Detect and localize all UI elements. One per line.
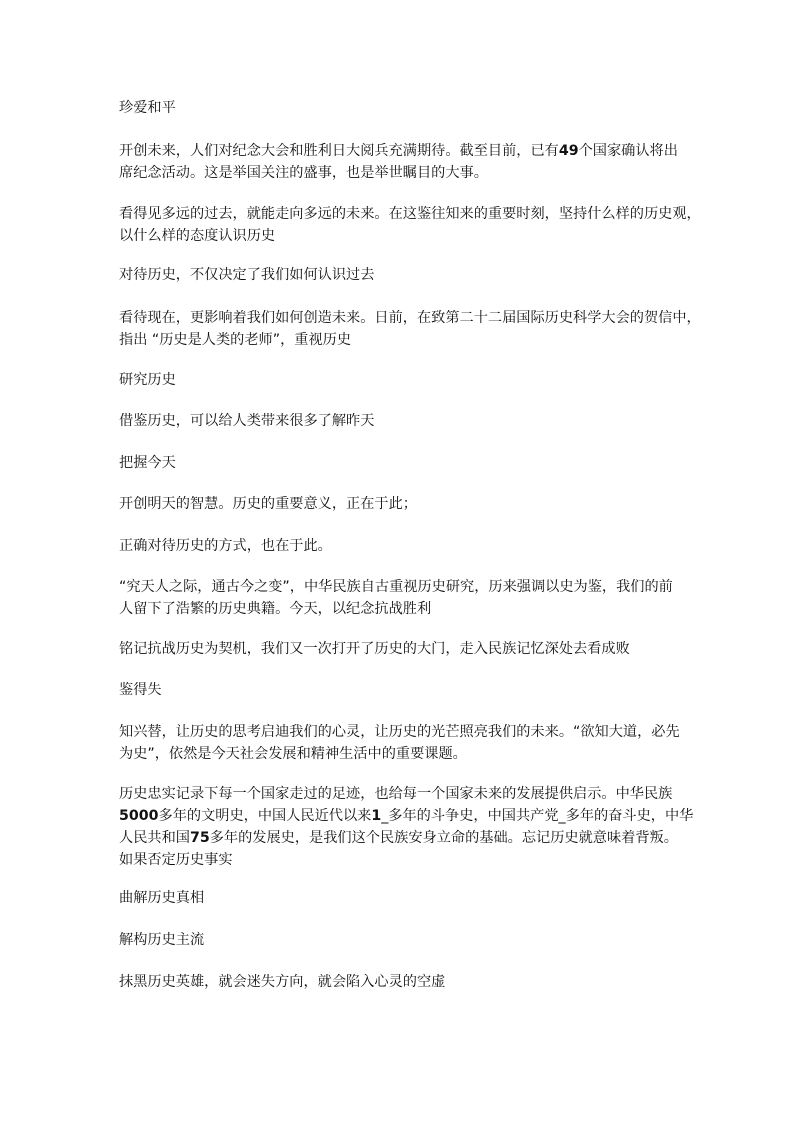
text-line [119, 452, 679, 474]
text-run: 珍爱和平 [119, 100, 176, 116]
text-run: 指出 “历史是人类的老师”，重视历史 [119, 332, 352, 348]
text-run: “究天人之际，通古今之变”，中华民族自古重视历史研究，历来强调以史为鉴，我们的前 [119, 579, 673, 595]
text-line [119, 369, 679, 391]
bold-number: 5000 [119, 808, 159, 824]
text-line [119, 827, 679, 849]
text-run: 以什么样的态度认识历史 [119, 228, 276, 244]
text-line [119, 805, 694, 827]
text-line [119, 307, 701, 329]
text-run: 席纪念活动。这是举国关注的盛事，也是举世瞩目的大事。 [119, 165, 488, 181]
paragraph-12 [119, 638, 679, 660]
text-run: 历史忠实记录下每一个国家走过的足迹，也给每一个国家未来的发展提供启示。中华民族 [119, 786, 673, 802]
text-run: 人民共和国 [119, 830, 190, 846]
text-run: _多年的斗争史，中国共产党_多年的奋斗史，中华 [381, 808, 694, 824]
text-run: 借鉴历史，可以给人类带来很多了解昨天 [119, 413, 375, 429]
paragraph-1 [119, 97, 679, 119]
text-line [119, 140, 679, 162]
text-line [119, 162, 679, 184]
text-run: 看待现在，更影响着我们如何创造未来。日前，在致第二十二届国际历史科学大会的贺信中， [119, 310, 701, 326]
text-run: 鉴得失 [119, 682, 162, 698]
text-line [119, 535, 679, 557]
paragraph-10 [119, 535, 679, 557]
text-line [119, 203, 701, 225]
text-run: 解构历史主流 [119, 932, 205, 948]
text-run: 对待历史，不仅决定了我们如何认识过去 [119, 267, 375, 283]
text-line [119, 97, 679, 119]
text-line [119, 638, 679, 660]
paragraph-11 [119, 576, 679, 620]
paragraph-13 [119, 679, 679, 701]
text-line [119, 783, 679, 805]
paragraph-14 [119, 721, 679, 765]
text-run: 曲解历史真相 [119, 890, 205, 906]
bold-number: 75 [189, 830, 210, 846]
paragraph-4 [119, 264, 679, 286]
text-run: 多年的发展史，是我们这个民族安身立命的基础。忘记历史就意味着背叛。 [209, 830, 678, 846]
text-line [119, 598, 679, 620]
paragraph-2 [119, 140, 679, 184]
paragraph-8 [119, 452, 679, 474]
text-run: 个国家确认将出 [578, 143, 678, 159]
text-run: 研究历史 [119, 372, 176, 388]
text-run: 开创未来，人们对纪念大会和胜利日大阅兵充满期待。截至目前，已有 [119, 143, 559, 159]
text-run: 知兴替，让历史的思考启迪我们的心灵，让历史的光芒照亮我们的未来。“欲知大道，必先 [119, 724, 680, 740]
text-run: 人留下了浩繁的历史典籍。今天，以纪念抗战胜利 [119, 601, 432, 617]
text-line [119, 576, 679, 598]
bold-number: 1 [371, 808, 382, 824]
text-line [119, 679, 679, 701]
text-run: 如果否定历史事实 [119, 852, 233, 868]
text-line [119, 971, 679, 993]
paragraph-7 [119, 410, 679, 432]
text-line [119, 329, 679, 351]
text-run: 为史”，依然是今天社会发展和精神生活中的重要课题。 [119, 746, 467, 762]
text-run: 看得见多远的过去，就能走向多远的未来。在这鉴往知来的重要时刻，坚持什么样的历史观， [119, 206, 701, 222]
text-line [119, 887, 679, 909]
paragraph-3 [119, 203, 701, 247]
paragraph-15 [119, 783, 694, 871]
paragraph-16 [119, 887, 679, 909]
text-line [119, 721, 679, 743]
paragraph-5 [119, 307, 701, 351]
text-line [119, 264, 679, 286]
paragraph-6 [119, 369, 679, 391]
text-run: 多年的文明史，中国人民近代以来 [158, 808, 372, 824]
text-run: 抹黑历史英雄，就会迷失方向，就会陷入心灵的空虚 [119, 974, 446, 990]
text-line [119, 493, 679, 515]
text-line [119, 225, 679, 247]
text-line [119, 743, 679, 765]
text-line [119, 929, 679, 951]
text-run: 开创明天的智慧。历史的重要意义，正在于此； [119, 496, 417, 512]
text-line [119, 410, 679, 432]
paragraph-18 [119, 971, 679, 993]
text-run: 把握今天 [119, 455, 176, 471]
text-run: 铭记抗战历史为契机，我们又一次打开了历史的大门，走入民族记忆深处去看成败 [119, 641, 630, 657]
bold-number: 49 [558, 143, 579, 159]
paragraph-17 [119, 929, 679, 951]
text-line [119, 849, 679, 871]
text-run: 正确对待历史的方式，也在于此。 [119, 538, 332, 554]
paragraph-9 [119, 493, 679, 515]
